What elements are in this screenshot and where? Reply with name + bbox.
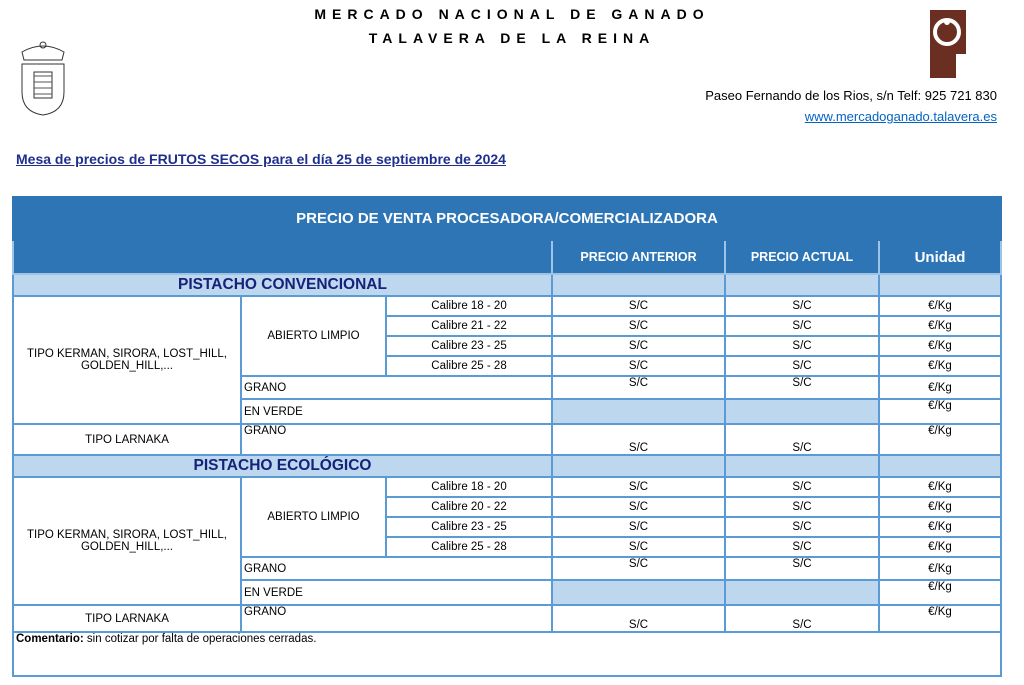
table-row <box>13 477 1001 497</box>
website-link[interactable]: www.mercadoganado.talavera.es <box>804 109 997 124</box>
precio-anterior: S/C <box>552 537 725 557</box>
comment-text: sin cotizar por falta de operaciones cerradas. <box>83 633 317 645</box>
tipo-label: TIPO KERMAN, SIRORA, LOST_HILL, GOLDEN_HILL,... <box>13 477 241 605</box>
address: Paseo Fernando de los Rios, s/n Telf: 925 721 830 <box>705 88 997 103</box>
unidad: €/Kg <box>879 316 1001 336</box>
calibre-label: Calibre 21 - 22 <box>386 316 552 336</box>
section-title: PISTACHO ECOLÓGICO <box>13 455 552 477</box>
sec <box>13 274 1001 296</box>
grano-label: GRANO <box>241 605 552 632</box>
precio-actual: S/C <box>725 316 879 336</box>
calibre-label: Calibre 18 - 20 <box>386 477 552 497</box>
unidad: €/Kg <box>879 376 1001 399</box>
unidad: €/Kg <box>879 497 1001 517</box>
precio-actual: S/C <box>725 557 879 580</box>
tipo-label: TIPO KERMAN, SIRORA, LOST_HILL, GOLDEN_HILL,... <box>13 296 241 424</box>
unidad: €/Kg <box>879 296 1001 316</box>
precio-anterior: S/C <box>552 517 725 537</box>
col-precio-actual: PRECIO ACTUAL <box>725 240 879 274</box>
calibre-label: Calibre 25 - 28 <box>386 537 552 557</box>
precio-actual-empty <box>725 580 879 605</box>
unidad: €/Kg <box>879 336 1001 356</box>
calibre-label: Calibre 23 - 25 <box>386 336 552 356</box>
comment-cell <box>13 632 1001 676</box>
precio-anterior: S/C <box>552 424 725 455</box>
sec <box>13 455 1001 477</box>
precio-anterior: S/C <box>552 497 725 517</box>
precio-anterior: S/C <box>552 296 725 316</box>
unidad: €/Kg <box>879 424 1001 455</box>
cm <box>13 632 1001 676</box>
table-row <box>13 424 1001 455</box>
precio-anterior: S/C <box>552 376 725 399</box>
precio-actual: S/C <box>725 517 879 537</box>
section-fill <box>725 455 879 477</box>
header-blank <box>13 240 552 274</box>
verde-label: EN VERDE <box>241 399 552 424</box>
precio-actual: S/C <box>725 296 879 316</box>
precio-actual: S/C <box>725 336 879 356</box>
unidad: €/Kg <box>879 356 1001 376</box>
precio-anterior: S/C <box>552 316 725 336</box>
section-title: PISTACHO CONVENCIONAL <box>13 274 552 296</box>
unidad: €/Kg <box>879 477 1001 497</box>
col-precio-anterior: PRECIO ANTERIOR <box>552 240 725 274</box>
section-fill <box>552 455 725 477</box>
precio-actual: S/C <box>725 537 879 557</box>
precio-anterior-empty <box>552 580 725 605</box>
precio-actual: S/C <box>725 356 879 376</box>
grano-label: GRANO <box>241 557 552 580</box>
unidad: €/Kg <box>879 399 1001 424</box>
calibre-label: Calibre 18 - 20 <box>386 296 552 316</box>
abierto-label: ABIERTO LIMPIO <box>241 296 386 376</box>
precio-anterior: S/C <box>552 557 725 580</box>
unidad: €/Kg <box>879 537 1001 557</box>
precio-actual: S/C <box>725 424 879 455</box>
calibre-label: Calibre 25 - 28 <box>386 356 552 376</box>
table-row <box>13 296 1001 316</box>
org-subtitle: TALAVERA DE LA REINA <box>368 30 656 46</box>
grano-label: GRANO <box>241 376 552 399</box>
comment-label: Comentario: <box>16 633 84 645</box>
unidad: €/Kg <box>879 605 1001 632</box>
col-unidad: Unidad <box>879 240 1001 274</box>
page-subtitle: Mesa de precios de FRUTOS SECOS para el día 25 de septiembre de 2024 <box>16 151 506 167</box>
unidad: €/Kg <box>879 517 1001 537</box>
coat-of-arms-icon <box>16 40 70 116</box>
precio-actual: S/C <box>725 376 879 399</box>
precio-anterior: S/C <box>552 605 725 632</box>
precio-anterior-empty <box>552 399 725 424</box>
precio-actual-empty <box>725 399 879 424</box>
precio-anterior: S/C <box>552 336 725 356</box>
table-row <box>13 605 1001 632</box>
verde-label: EN VERDE <box>241 580 552 605</box>
unidad: €/Kg <box>879 557 1001 580</box>
section-fill <box>725 274 879 296</box>
table-title: PRECIO DE VENTA PROCESADORA/COMERCIALIZADORA <box>13 197 1001 240</box>
section-fill <box>879 274 1001 296</box>
unidad: €/Kg <box>879 580 1001 605</box>
abierto-label: ABIERTO LIMPIO <box>241 477 386 557</box>
precio-anterior: S/C <box>552 477 725 497</box>
precio-actual: S/C <box>725 497 879 517</box>
larnaka-label: TIPO LARNAKA <box>13 424 241 455</box>
market-logo <box>930 10 966 78</box>
precio-anterior: S/C <box>552 356 725 376</box>
price-table <box>12 196 1002 677</box>
section-fill <box>552 274 725 296</box>
precio-actual: S/C <box>725 605 879 632</box>
org-title: MERCADO NACIONAL DE GANADO <box>314 6 710 22</box>
calibre-label: Calibre 20 - 22 <box>386 497 552 517</box>
section-fill <box>879 455 1001 477</box>
grano-label: GRANO <box>241 424 552 455</box>
calibre-label: Calibre 23 - 25 <box>386 517 552 537</box>
precio-actual: S/C <box>725 477 879 497</box>
larnaka-label: TIPO LARNAKA <box>13 605 241 632</box>
